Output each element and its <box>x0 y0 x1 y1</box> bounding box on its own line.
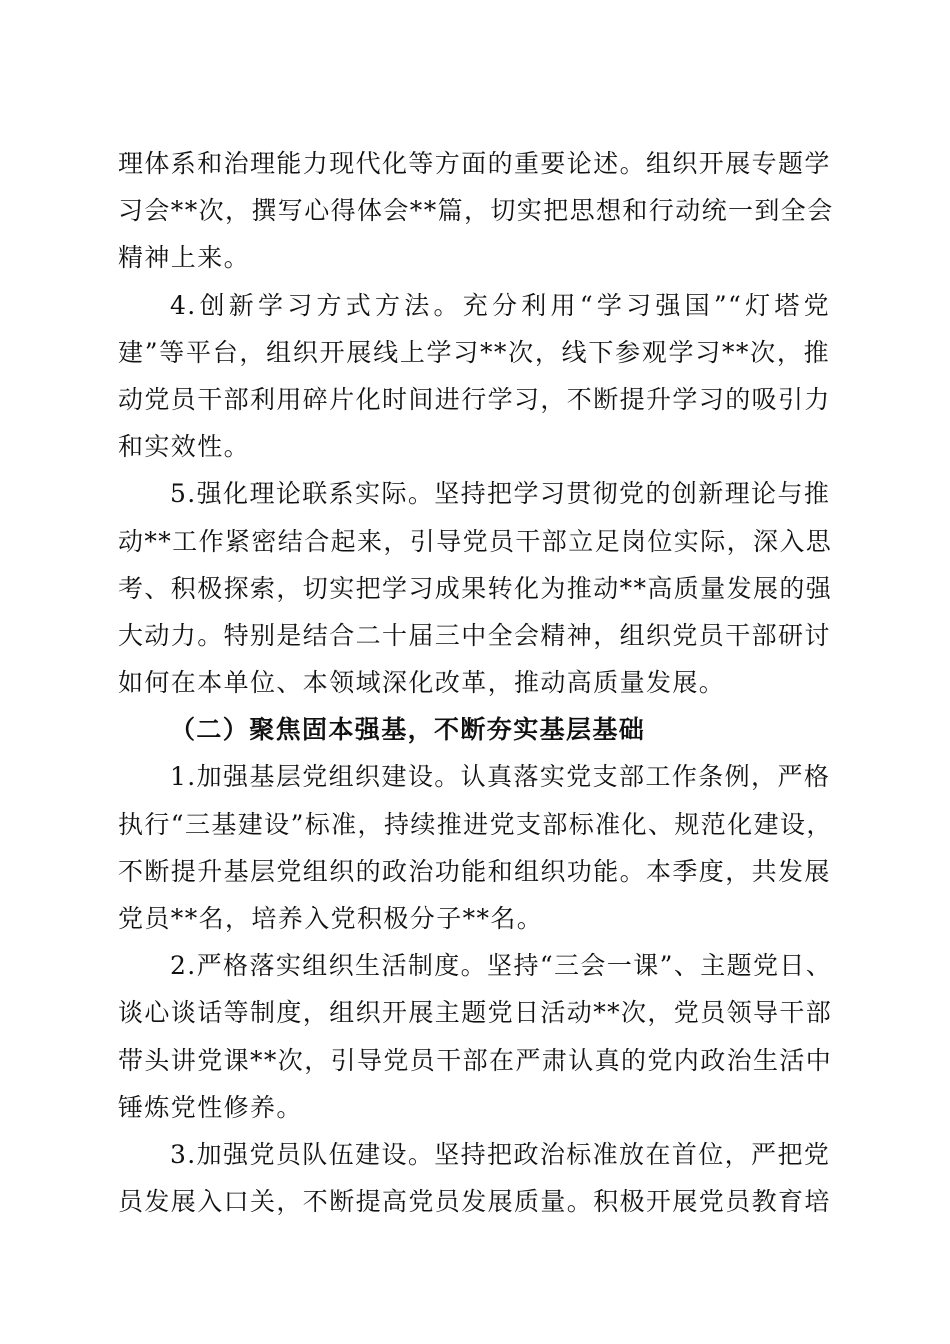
text-line: 精神上来。 <box>118 243 251 273</box>
text-line: 带头讲党课**次，引导党员干部在严肃认真的党内政治生活中 <box>118 1045 833 1075</box>
text-line: 不断提升基层党组织的政治功能和组织功能。本季度，共发展 <box>118 856 831 886</box>
text-line: 1.加强基层党组织建设。认真落实党支部工作条例，严格 <box>170 762 831 792</box>
text-line: 执行“三基建设”标准，持续推进党支部标准化、规范化建设， <box>118 809 833 839</box>
text-line: 动党员干部利用碎片化时间进行学习，不断提升学习的吸引力 <box>118 384 831 414</box>
text-line: 考、积极探索，切实把学习成果转化为推动**高质量发展的强 <box>118 573 833 603</box>
text-line: 党员**名，培养入党积极分子**名。 <box>118 904 544 933</box>
body-text <box>118 140 834 1225</box>
text-line: 如何在本单位、本领域深化改革，推动高质量发展。 <box>118 668 726 698</box>
text-line: 理体系和治理能力现代化等方面的重要论述。组织开展专题学 <box>118 149 831 178</box>
text-line: 4.创新学习方式方法。充分利用“学习强国”“灯塔党 <box>170 290 830 320</box>
text-line: 5.强化理论联系实际。坚持把学习贯彻党的创新理论与推 <box>170 479 831 509</box>
text-line: 动**工作紧密结合起来，引导党员干部立足岗位实际，深入思 <box>118 526 833 556</box>
text-line: 谈心谈话等制度，组织开展主题党日活动**次，党员领导干部 <box>118 998 833 1028</box>
text-line: 大动力。特别是结合二十届三中全会精神，组织党员干部研讨 <box>118 620 831 650</box>
section-heading: （二）聚焦固本强基，不断夯实基层基础 <box>170 715 646 745</box>
text-line: 建”等平台，组织开展线上学习**次，线下参观学习**次，推 <box>118 337 830 367</box>
text-line: 员发展入口关，不断提高党员发展质量。积极开展党员教育培 <box>118 1187 831 1217</box>
text-line: 2.严格落实组织生活制度。坚持“三会一课”、主题党日、 <box>170 951 833 981</box>
text-line: 锤炼党性修养。 <box>118 1092 303 1122</box>
text-line: 3.加强党员队伍建设。坚持把政治标准放在首位，严把党 <box>170 1139 831 1169</box>
text-line: 习会**次，撰写心得体会**篇，切实把思想和行动统一到全会 <box>118 196 834 226</box>
text-line: 和实效性。 <box>118 432 251 462</box>
